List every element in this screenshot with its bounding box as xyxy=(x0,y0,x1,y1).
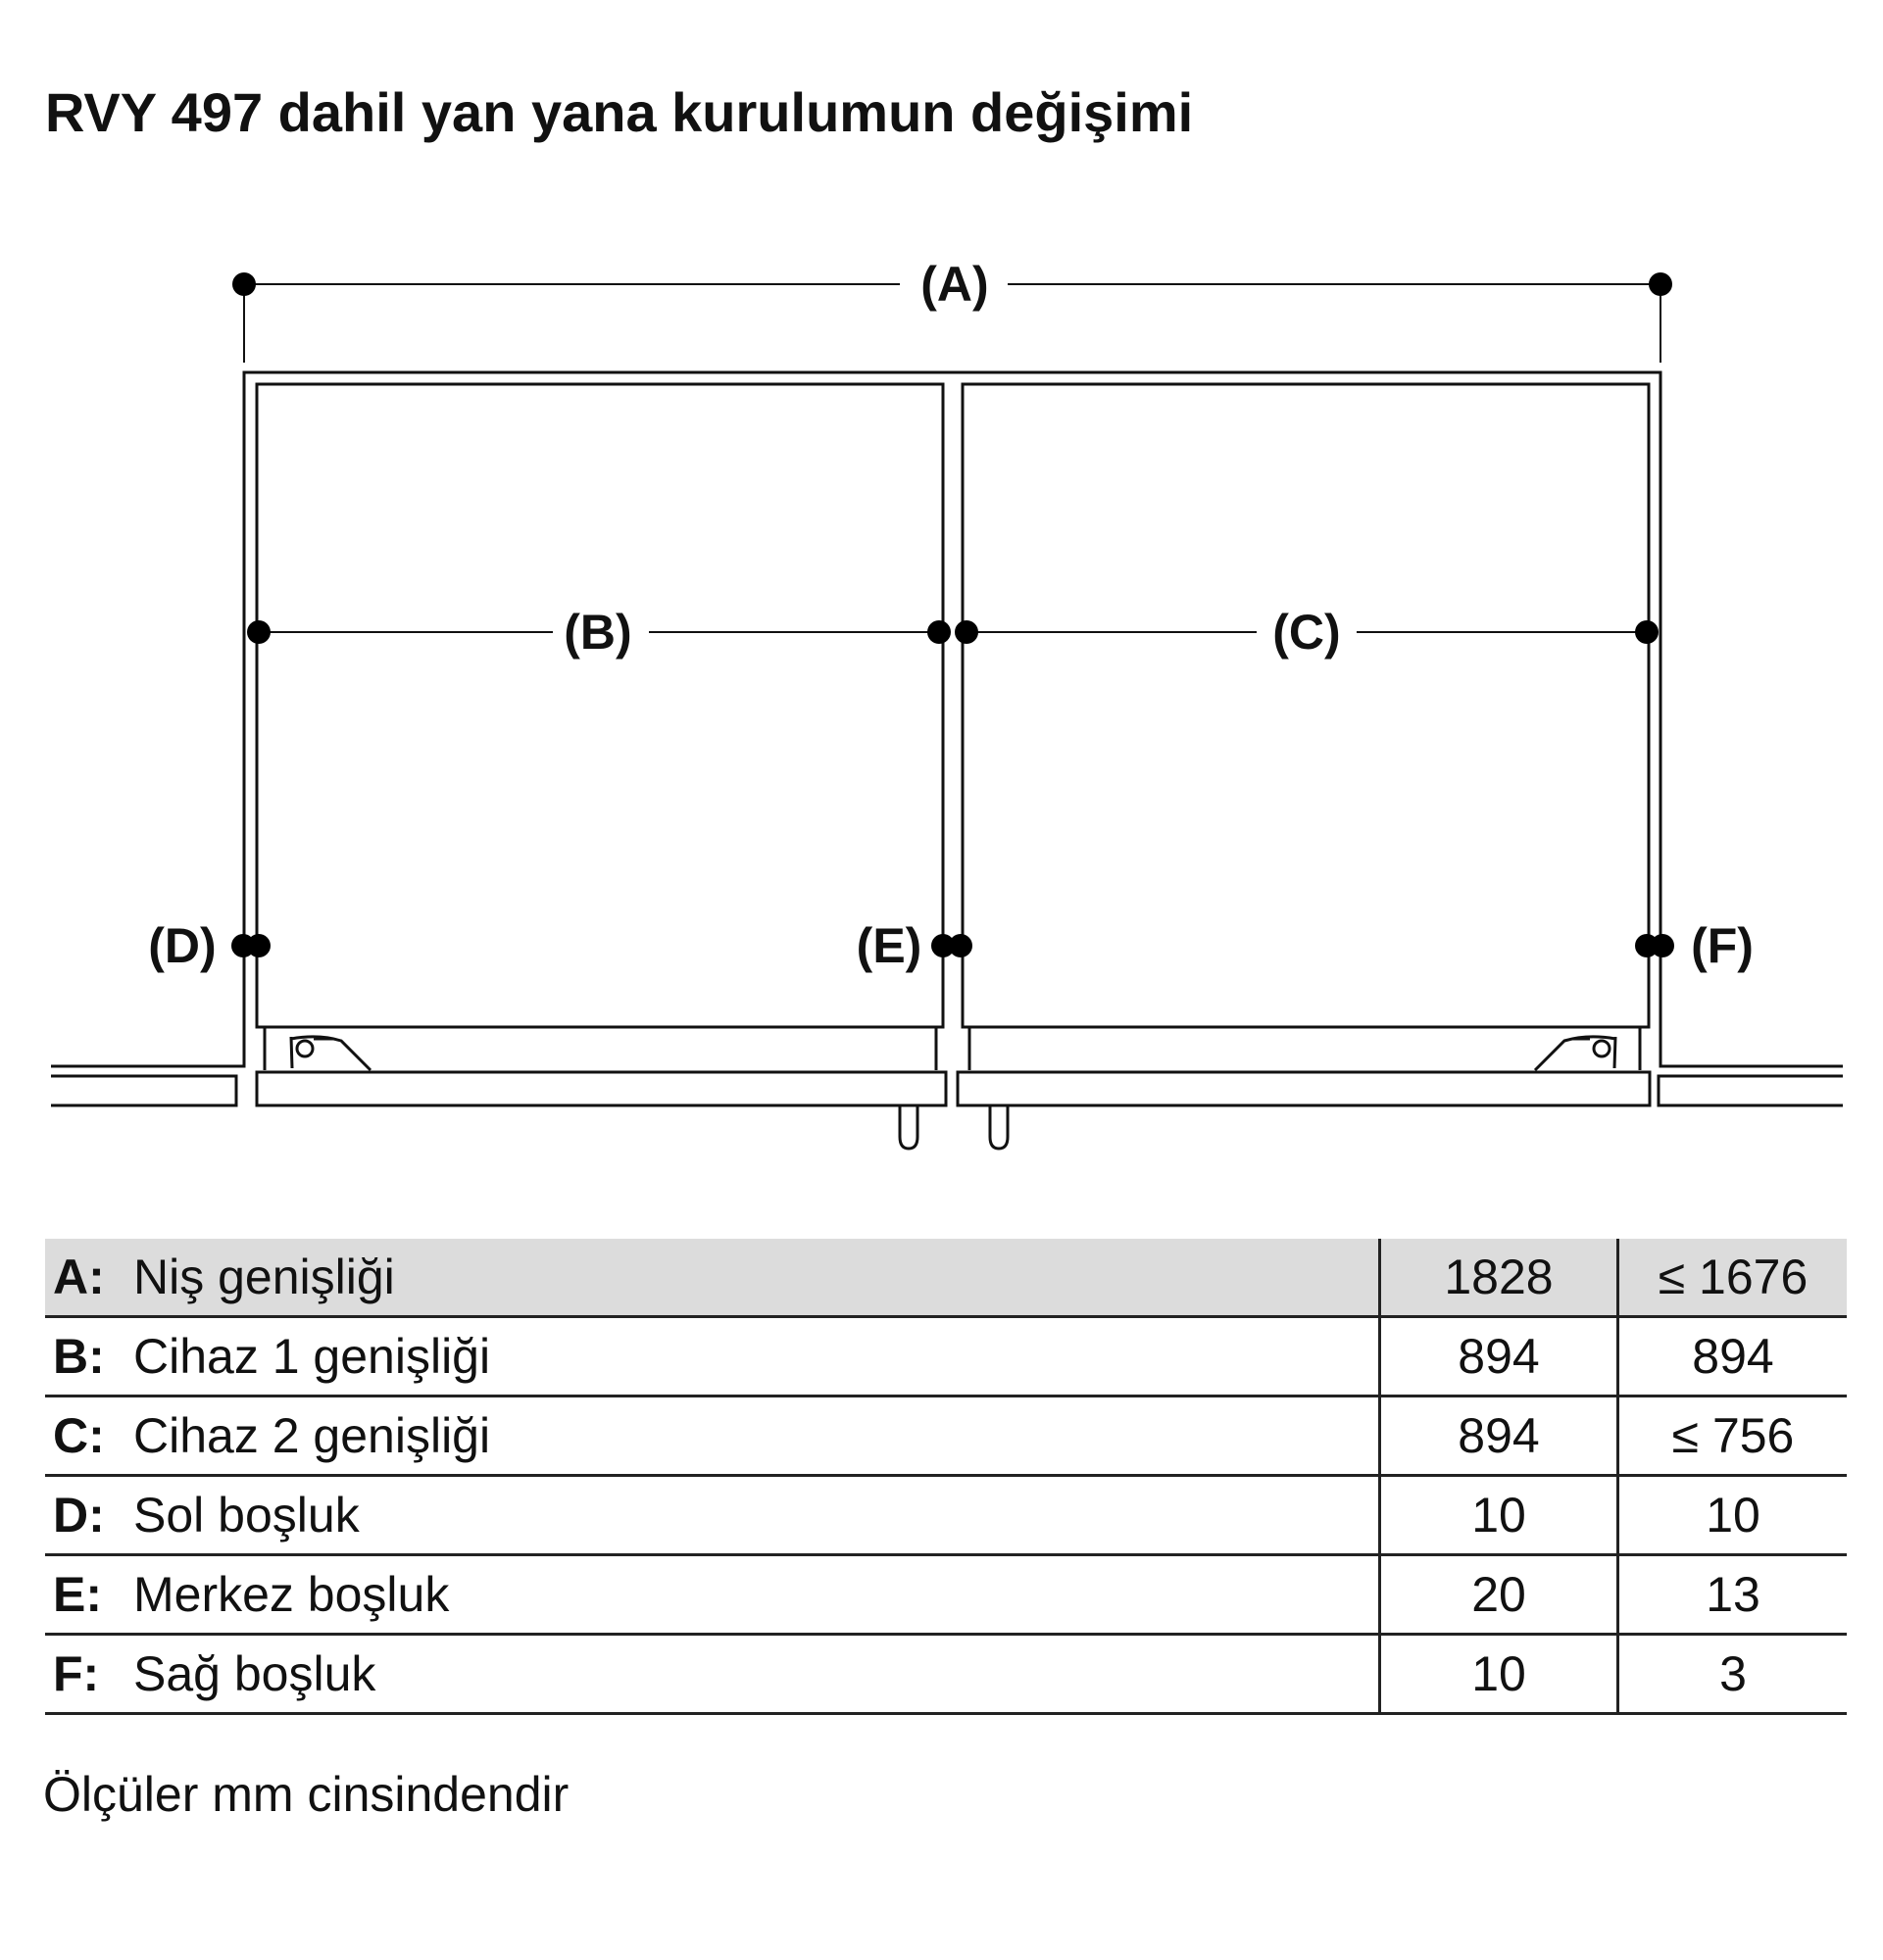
row-description: Niş genişliği xyxy=(133,1239,1380,1317)
row-value-1: 10 xyxy=(1380,1476,1618,1555)
appliance-2-body xyxy=(963,384,1649,1027)
row-letter: C: xyxy=(45,1396,133,1476)
row-letter: D: xyxy=(45,1476,133,1555)
dim-point-c-right xyxy=(1635,620,1659,644)
appliance-2-foot xyxy=(990,1105,1008,1149)
dim-point-e-right xyxy=(949,934,972,957)
row-value-1: 894 xyxy=(1380,1396,1618,1476)
row-value-2: 13 xyxy=(1618,1555,1848,1635)
units-note: Ölçüler mm cinsindendir xyxy=(43,1767,570,1822)
table-row xyxy=(45,1635,1847,1714)
table-row xyxy=(45,1555,1847,1635)
appliance-1-plinth xyxy=(257,1072,946,1105)
row-value-2: ≤ 1676 xyxy=(1618,1239,1848,1317)
dim-point-b-right xyxy=(927,620,951,644)
row-letter: E: xyxy=(45,1555,133,1635)
table-row xyxy=(45,1239,1847,1317)
niche-floor-left xyxy=(51,1076,236,1105)
appliance-1-foot xyxy=(900,1105,917,1149)
appliance-2-hinge-pin xyxy=(1594,1041,1610,1056)
row-value-1: 1828 xyxy=(1380,1239,1618,1317)
appliance-2-plinth xyxy=(958,1072,1650,1105)
row-letter: F: xyxy=(45,1635,133,1714)
row-value-2: 894 xyxy=(1618,1317,1848,1396)
label-c: (C) xyxy=(1272,605,1341,660)
table-row xyxy=(45,1317,1847,1396)
label-f: (F) xyxy=(1691,918,1754,973)
page-title: RVY 497 dahil yan yana kurulumun değişimi xyxy=(45,81,1194,143)
row-description: Sol boşluk xyxy=(133,1476,1380,1555)
row-description: Cihaz 1 genişliği xyxy=(133,1317,1380,1396)
label-a: (A) xyxy=(920,257,989,312)
dim-point-a-left xyxy=(232,272,256,296)
row-value-2: ≤ 756 xyxy=(1618,1396,1848,1476)
row-description: Sağ boşluk xyxy=(133,1635,1380,1714)
label-e: (E) xyxy=(856,918,922,973)
dim-point-a-right xyxy=(1649,272,1672,296)
row-value-1: 894 xyxy=(1380,1317,1618,1396)
appliance-1-body xyxy=(257,384,943,1027)
row-letter: A: xyxy=(45,1239,133,1317)
row-letter: B: xyxy=(45,1317,133,1396)
table-row xyxy=(45,1476,1847,1555)
row-value-1: 10 xyxy=(1380,1635,1618,1714)
dim-point-c-left xyxy=(955,620,978,644)
row-description: Cihaz 2 genişliği xyxy=(133,1396,1380,1476)
row-description: Merkez boşluk xyxy=(133,1555,1380,1635)
row-value-2: 10 xyxy=(1618,1476,1848,1555)
niche-outline xyxy=(51,372,1843,1066)
niche-floor-right xyxy=(1659,1076,1843,1105)
label-b: (B) xyxy=(564,605,632,660)
dim-point-b-left xyxy=(247,620,271,644)
dimensions-table xyxy=(45,1239,1847,1715)
label-d: (D) xyxy=(148,918,217,973)
appliance-2-base xyxy=(969,1027,1640,1070)
dim-point-d-inner xyxy=(247,934,271,957)
table-row xyxy=(45,1396,1847,1476)
row-value-1: 20 xyxy=(1380,1555,1618,1635)
appliance-1-hinge-pin xyxy=(297,1041,313,1056)
row-value-2: 3 xyxy=(1618,1635,1848,1714)
dim-point-f-outer xyxy=(1651,934,1674,957)
